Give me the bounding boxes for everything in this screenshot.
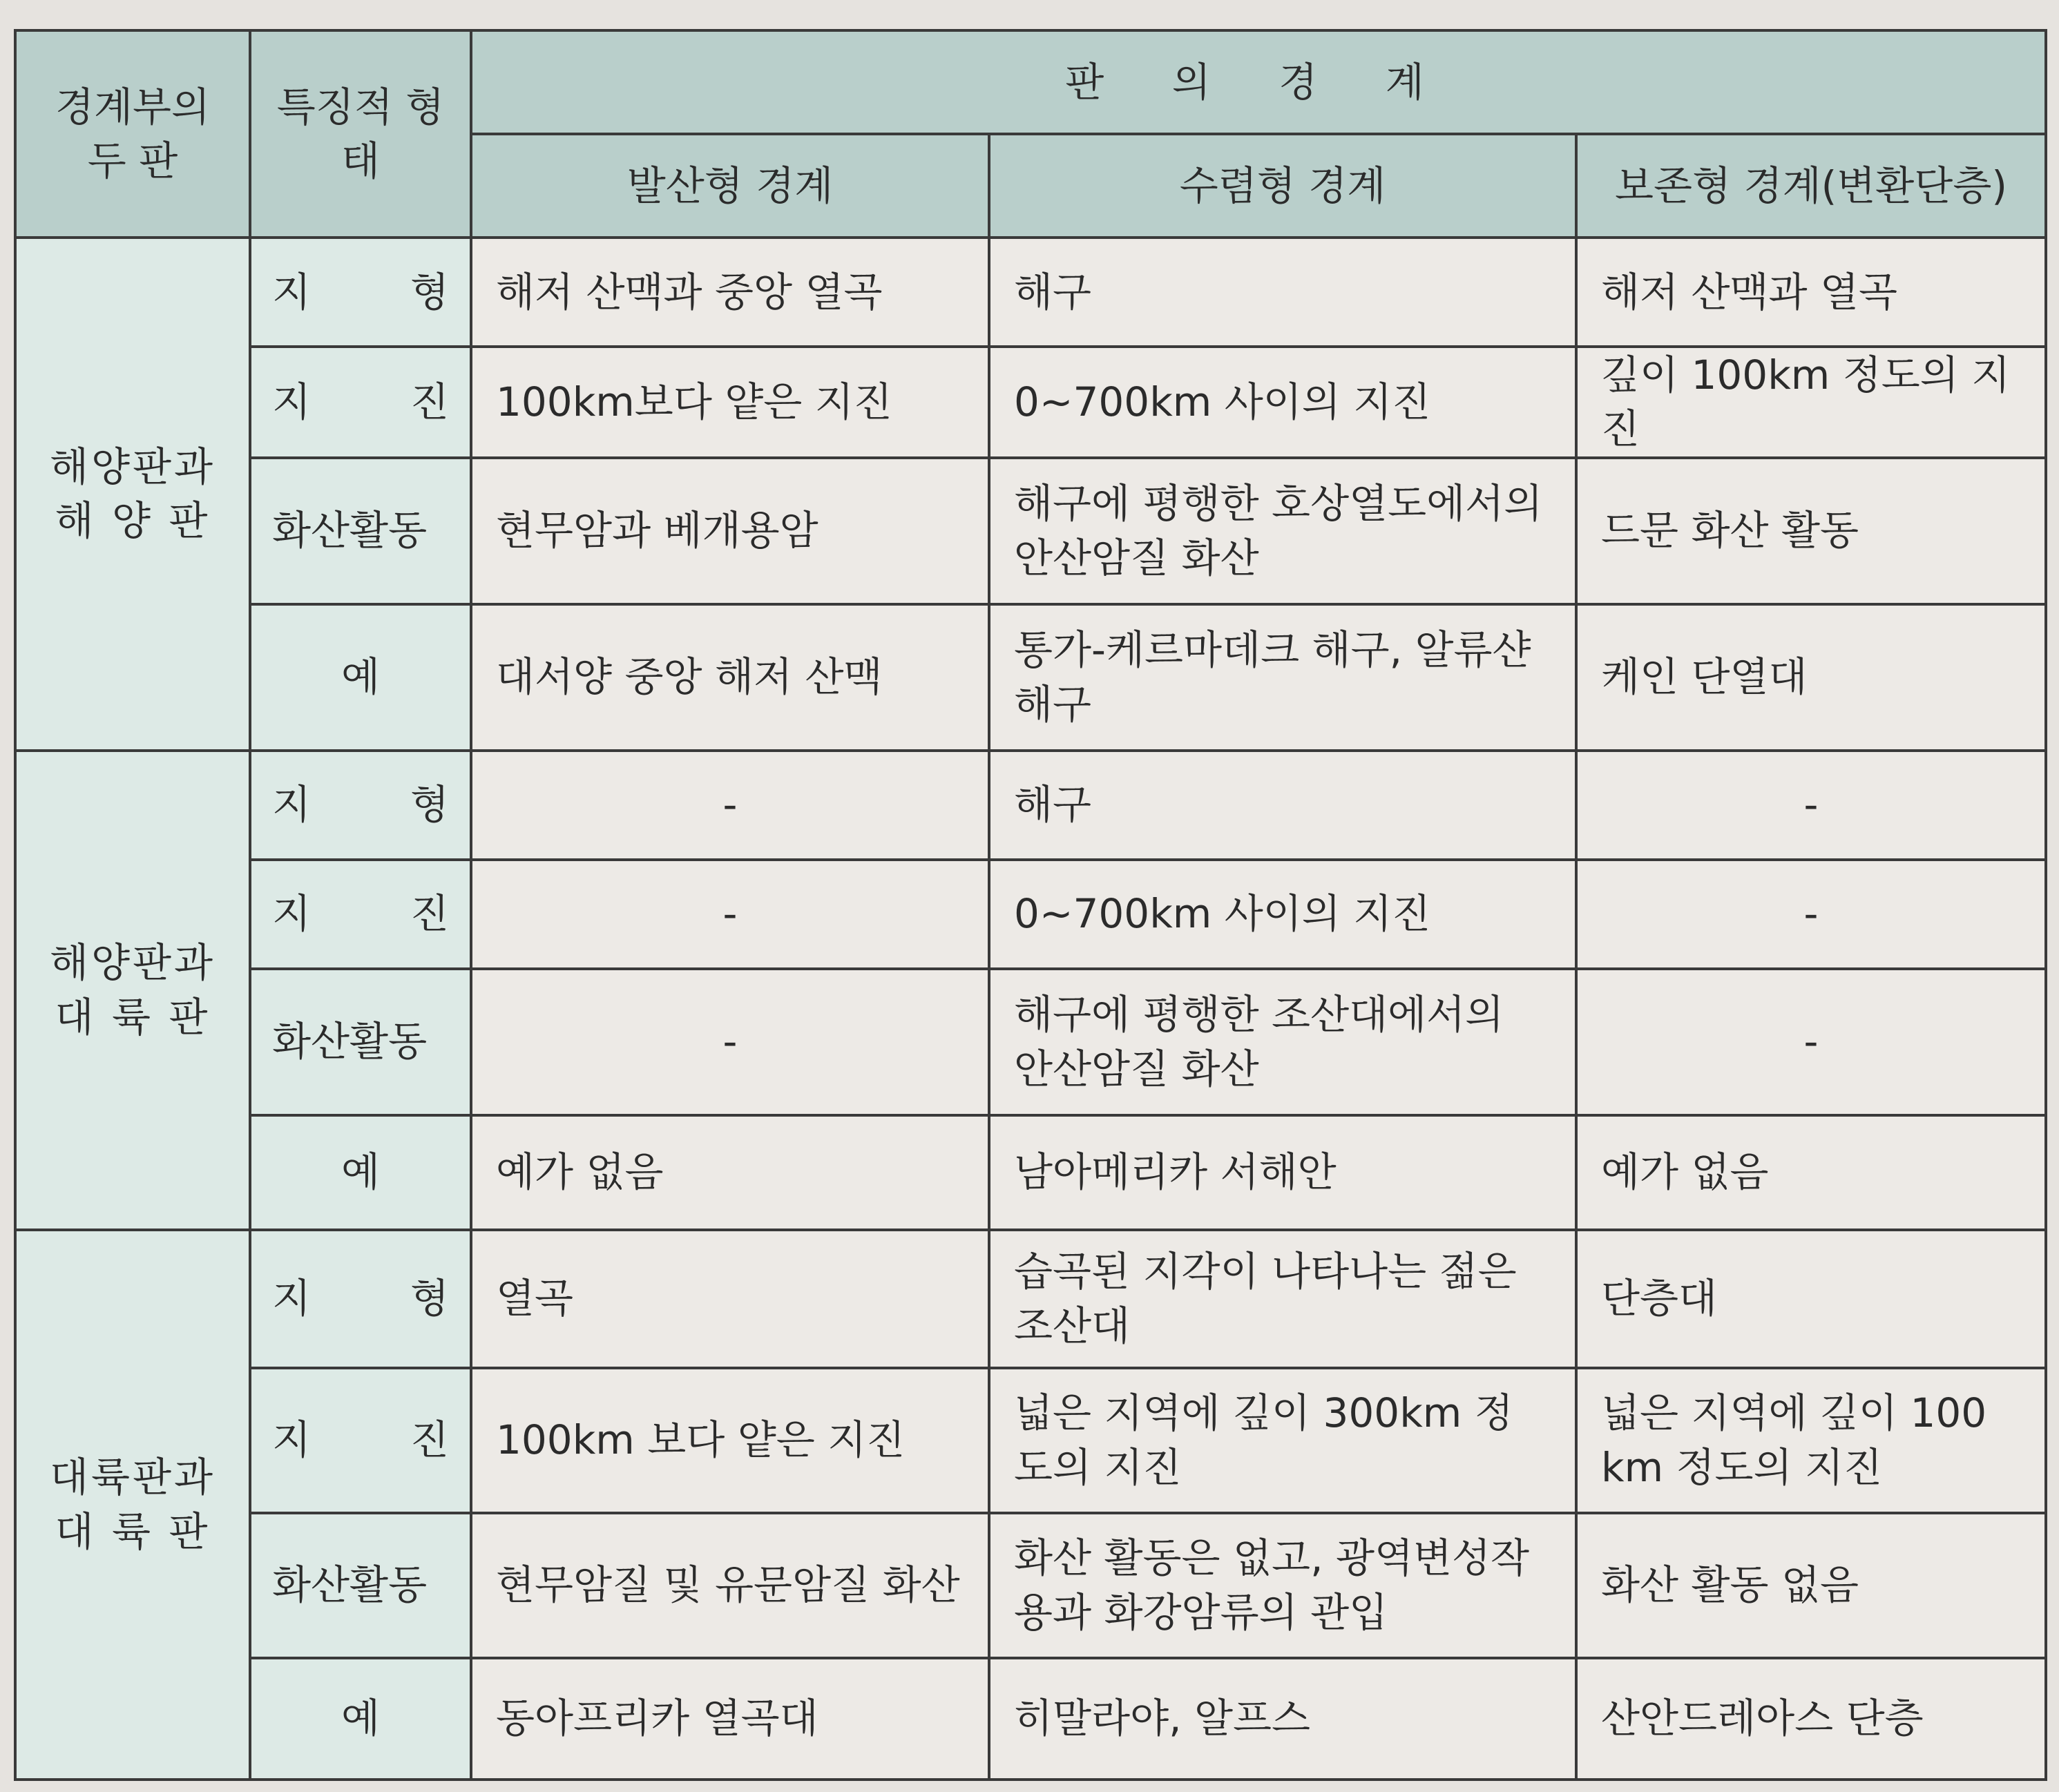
convergent-cell: 습곡된 지각이 나타나는 젊은 조산대: [989, 1230, 1576, 1368]
divergent-cell: 100km 보다 얕은 지진: [471, 1368, 989, 1513]
divergent-cell: 동아프리카 열곡대: [471, 1658, 989, 1780]
header-plate-pair: 경계부의 두 판: [15, 30, 250, 238]
divergent-cell: 열곡: [471, 1230, 989, 1368]
transform-cell: 깊이 100km 정도의 지진: [1576, 347, 2046, 458]
header-divergent: 발산형 경계: [471, 134, 989, 238]
transform-cell: 넓은 지역에 깊이 100 km 정도의 지진: [1576, 1368, 2046, 1513]
convergent-cell: 통가-케르마데크 해구, 알류샨 해구: [989, 604, 1576, 751]
feature-cell: 예: [250, 1115, 471, 1230]
header-convergent: 수렴형 경계: [989, 134, 1576, 238]
convergent-cell: 히말라야, 알프스: [989, 1658, 1576, 1780]
table-row: [15, 238, 2046, 347]
feature-cell: 예: [250, 1658, 471, 1780]
table-row: [15, 969, 2046, 1115]
convergent-cell: 넓은 지역에 깊이 300km 정도의 지진: [989, 1368, 1576, 1513]
header-transform: 보존형 경계(변환단층): [1576, 134, 2046, 238]
transform-cell: 화산 활동 없음: [1576, 1513, 2046, 1658]
convergent-cell: 0~700km 사이의 지진: [989, 347, 1576, 458]
convergent-cell: 해구: [989, 751, 1576, 860]
plate-boundary-table: [14, 29, 2047, 1781]
divergent-cell: 예가 없음: [471, 1115, 989, 1230]
table-row: [15, 1368, 2046, 1513]
convergent-cell: 화산 활동은 없고, 광역변성작용과 화강암류의 관입: [989, 1513, 1576, 1658]
transform-cell: 드문 화산 활동: [1576, 458, 2046, 604]
table-row: [15, 458, 2046, 604]
feature-cell: 지 진: [250, 860, 471, 969]
header-feature: 특징적 형 태: [250, 30, 471, 238]
feature-cell: 지 형: [250, 238, 471, 347]
table-row: [15, 1658, 2046, 1780]
table-row: [15, 1513, 2046, 1658]
divergent-cell: 100km보다 얕은 지진: [471, 347, 989, 458]
feature-cell: 화산활동: [250, 1513, 471, 1658]
feature-cell: 지 진: [250, 347, 471, 458]
table-row: [15, 604, 2046, 751]
table-row: [15, 1230, 2046, 1368]
convergent-cell: 해구에 평행한 조산대에서의 안산암질 화산: [989, 969, 1576, 1115]
plate-boundary-table-container: [14, 29, 2044, 1755]
table-row: [15, 751, 2046, 860]
transform-cell: 예가 없음: [1576, 1115, 2046, 1230]
divergent-cell: -: [471, 969, 989, 1115]
feature-cell: 예: [250, 604, 471, 751]
feature-cell: 지 형: [250, 751, 471, 860]
divergent-cell: 현무암질 및 유문암질 화산: [471, 1513, 989, 1658]
table-row: [15, 347, 2046, 458]
table-row: [15, 1115, 2046, 1230]
divergent-cell: -: [471, 751, 989, 860]
feature-cell: 지 진: [250, 1368, 471, 1513]
transform-cell: -: [1576, 860, 2046, 969]
divergent-cell: 현무암과 베개용암: [471, 458, 989, 604]
divergent-cell: 대서양 중앙 해저 산맥: [471, 604, 989, 751]
transform-cell: -: [1576, 751, 2046, 860]
divergent-cell: 해저 산맥과 중앙 열곡: [471, 238, 989, 347]
group-label-ocean-continent: 해양판과 대 륙 판: [15, 751, 250, 1230]
group-label-ocean-ocean: 해양판과 해 양 판: [15, 238, 250, 751]
convergent-cell: 해구: [989, 238, 1576, 347]
transform-cell: 케인 단열대: [1576, 604, 2046, 751]
transform-cell: 해저 산맥과 열곡: [1576, 238, 2046, 347]
feature-cell: 지 형: [250, 1230, 471, 1368]
convergent-cell: 남아메리카 서해안: [989, 1115, 1576, 1230]
transform-cell: 산안드레아스 단층: [1576, 1658, 2046, 1780]
transform-cell: -: [1576, 969, 2046, 1115]
divergent-cell: -: [471, 860, 989, 969]
feature-cell: 화산활동: [250, 969, 471, 1115]
feature-cell: 화산활동: [250, 458, 471, 604]
transform-cell: 단층대: [1576, 1230, 2046, 1368]
header-boundary-title: 판 의 경 계: [471, 30, 2046, 134]
convergent-cell: 해구에 평행한 호상열도에서의 안산암질 화산: [989, 458, 1576, 604]
convergent-cell: 0~700km 사이의 지진: [989, 860, 1576, 969]
table-row: [15, 860, 2046, 969]
group-label-continent-continent: 대륙판과 대 륙 판: [15, 1230, 250, 1780]
